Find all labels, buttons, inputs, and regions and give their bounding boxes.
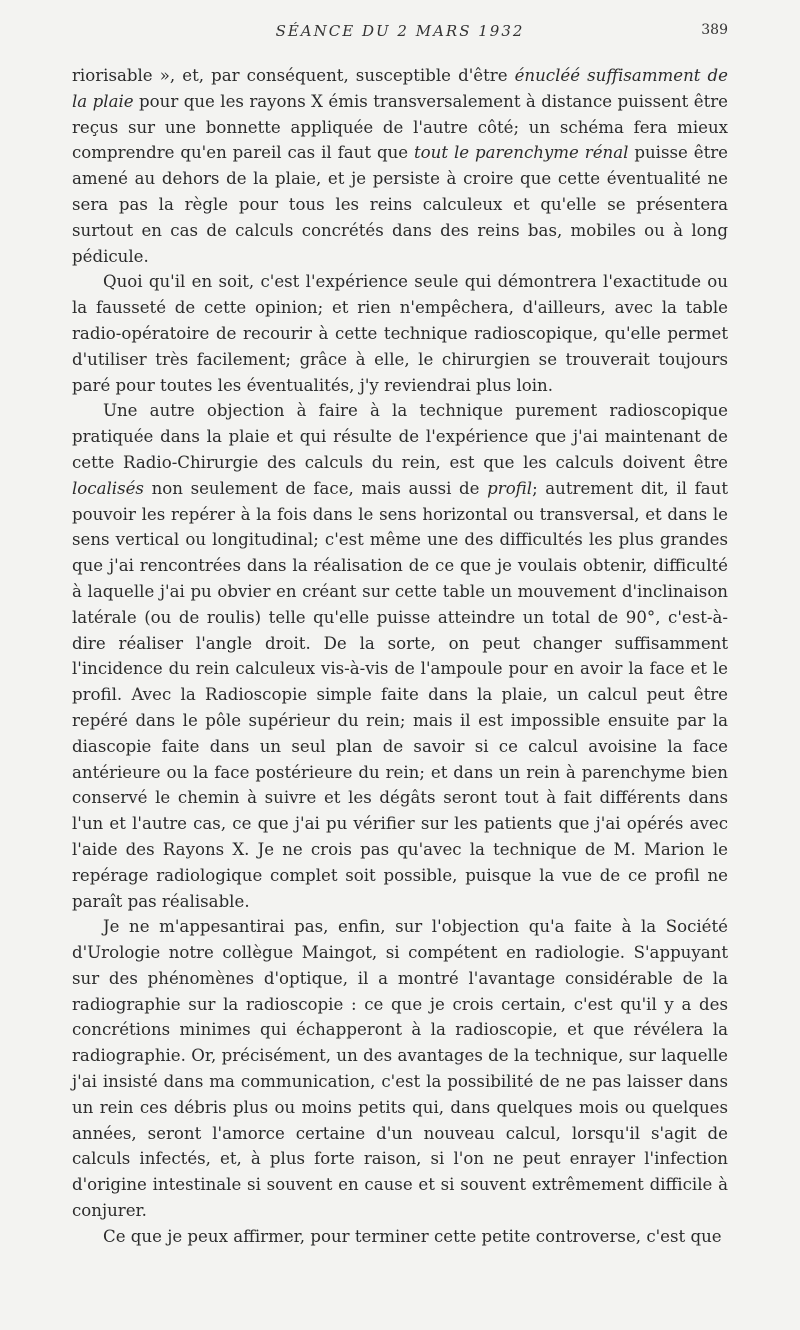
paragraph-3-part-e: ; autrement dit, il faut pouvoir les repérer à la fois dans le sens horizontal ou transversal, et dans le sens vertical ou longitudinal; c'est même une des difficultés les plus grandes que j'ai rencontrées dans la réalisation de ce que je voulais obtenir, difficulté à laquelle j'ai pu obvier en créant sur cette table un mouvement d'inclinaison latérale (ou de roulis) telle qu'elle puisse atteindre un total de 90°, c'est-à-dire réaliser l'angle droit. De la sorte, on peut changer suffisamment l'incidence du rein calculeux vis-à-vis de l'ampoule pour en avoir la face et le profil. Avec la Radioscopie simple faite dans la plaie, un calcul peut être repéré dans le pôle supérieur du rein; mais il est impossible ensuite par la diascopie faite dans un seul plan de savoir si ce calcul avoisine la face antérieure ou la face postérieure du rein; et dans un rein à parenchyme bien conservé le chemin à suivre et les dégâts seront tout à fait différents dans l'un et l'autre cas, ce que j'ai pu vérifier sur les patients que j'ai opérés avec l'aide des Rayons X. Je ne crois pas qu'avec la technique de M. Marion le repérage radiologique complet soit possible, puisque la vue de ce profil ne paraît pas réalisable. — [72, 478, 728, 911]
paragraph-1-part-e: puisse être amené au dehors de la plaie, et je persiste à croire que cette éventualité ne sera pas la règle pour tous les reins calculeux et qu'elle se présentera surtout en cas de calculs concrétés dans des reins bas, mobiles ou à long pédicule. — [72, 143, 728, 266]
paragraph-3-part-c: non seulement de face, mais aussi de — [143, 478, 488, 498]
paragraph-1-part-c: pour que les rayons X émis transversalement à distance puissent être reçus sur une bonnette appliquée de l'autre côté; un schéma fera mieux comprendre qu'en pareil cas il faut que — [72, 91, 728, 163]
paragraph-3-emphasis-a: localisés — [72, 478, 144, 498]
paragraph-4: Je ne m'appesantirai pas, enfin, sur l'objection qu'a faite à la Société d'Urologie notre collègue Maingot, si compétent en radiologie. S'appuyant sur des phénomènes d'optique, il a montré l'avantage considérable de la radiographie sur la radioscopie : ce que je crois certain, c'est qu'il y a des concrétions minimes qui échapperont à la radioscopie, et que révélera la radiographie. Or, précisément, un des avantages de la technique, sur laquelle j'ai insisté dans ma communication, c'est la possibilité de ne pas laisser dans un rein ces débris plus ou moins petits qui, dans quelques mois ou quelques années, seront l'amorce certaine d'un nouveau calcul, lorsqu'il s'agit de calculs infectés, et, à plus forte raison, si l'on ne peut enrayer l'infection d'origine intestinale si souvent en cause et si souvent extrêmement difficile à conjurer. — [72, 917, 728, 1221]
paragraph-3-emphasis-b: profil — [487, 478, 533, 498]
paragraph-1-part-a: riorisable », et, par conséquent, susceptible d'être — [72, 66, 515, 85]
page-header — [72, 22, 728, 44]
paragraph-1-emphasis-b: tout le parenchyme rénal — [414, 143, 629, 163]
running-head: SÉANCE DU 2 MARS 1932 — [275, 22, 525, 40]
paragraph-1-emphasis-a: énucléé suffisamment de la plaie — [72, 66, 728, 111]
page-number: 389 — [701, 22, 728, 38]
body-text — [72, 63, 728, 1250]
paragraph-3-part-a: Une autre objection à faire à la technique purement radioscopique pratiquée dans la plaie et qui résulte de l'expérience que j'ai maintenant de cette Radio-Chirurgie des calculs du rein, est que les calculs doivent être — [72, 401, 728, 472]
paragraph-2: Quoi qu'il en soit, c'est l'expérience seule qui démontrera l'exactitude ou la fausseté de cette opinion; et rien n'empêchera, d'ailleurs, avec la table radio-opératoire de recourir à cette technique radioscopique, qu'elle permet d'utiliser très facilement; grâce à elle, le chirurgien se trouverait toujours paré pour toutes les éventualités, j'y reviendrai plus loin. — [72, 272, 728, 395]
paragraph-1 — [72, 63, 728, 269]
paragraph-5: Ce que je peux affirmer, pour terminer cette petite controverse, c'est que — [103, 1226, 722, 1246]
paragraph-3 — [72, 398, 728, 914]
